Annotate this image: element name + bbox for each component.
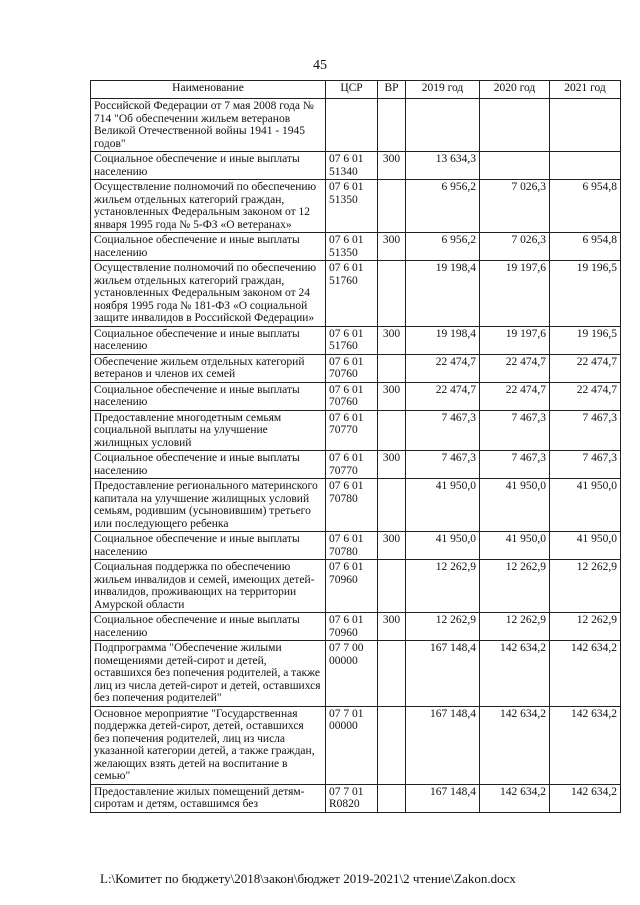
cell-vr: 300 bbox=[378, 233, 406, 261]
col-header-csr: ЦСР bbox=[326, 81, 378, 99]
cell-2019: 6 956,2 bbox=[406, 233, 480, 261]
cell-name: Обеспечение жильем отдельных категорий ветеранов и членов их семей bbox=[91, 354, 326, 382]
cell-csr: 07 6 01 70960 bbox=[326, 613, 378, 641]
cell-2019: 167 148,4 bbox=[406, 706, 480, 784]
table-row bbox=[91, 479, 621, 532]
cell-2019: 41 950,0 bbox=[406, 479, 480, 532]
cell-2021: 41 950,0 bbox=[550, 479, 621, 532]
cell-vr bbox=[378, 706, 406, 784]
cell-vr: 300 bbox=[378, 152, 406, 180]
cell-csr: 07 6 01 70760 bbox=[326, 354, 378, 382]
cell-csr: 07 6 01 70780 bbox=[326, 479, 378, 532]
table-row bbox=[91, 410, 621, 451]
cell-2019: 22 474,7 bbox=[406, 382, 480, 410]
cell-2020: 22 474,7 bbox=[480, 354, 550, 382]
cell-2020: 142 634,2 bbox=[480, 784, 550, 812]
table-row bbox=[91, 560, 621, 613]
cell-2021 bbox=[550, 152, 621, 180]
cell-name: Российской Федерации от 7 мая 2008 года № 714 "Об обеспечении жильем ветеранов Великой Отечественной войны 1941 - 1945 годов" bbox=[91, 99, 326, 152]
table-row bbox=[91, 261, 621, 327]
cell-name: Предоставление регионального материнского капитала на улучшение жилищных условий семьям, родившим (усыновившим) третьего или последующего ребенка bbox=[91, 479, 326, 532]
cell-csr: 07 7 00 00000 bbox=[326, 641, 378, 707]
cell-2020: 41 950,0 bbox=[480, 532, 550, 560]
cell-2020: 7 467,3 bbox=[480, 451, 550, 479]
table-row bbox=[91, 354, 621, 382]
cell-2021: 22 474,7 bbox=[550, 354, 621, 382]
col-header-vr: ВР bbox=[378, 81, 406, 99]
cell-2021: 6 954,8 bbox=[550, 233, 621, 261]
cell-2021 bbox=[550, 99, 621, 152]
cell-vr: 300 bbox=[378, 532, 406, 560]
cell-2020: 12 262,9 bbox=[480, 613, 550, 641]
cell-name: Социальное обеспечение и иные выплаты населению bbox=[91, 532, 326, 560]
cell-name: Социальное обеспечение и иные выплаты населению bbox=[91, 326, 326, 354]
cell-name: Подпрограмма "Обеспечение жилыми помещениями детей-сирот и детей, оставшихся без попечения родителей, а также лиц из числа детей-сирот и детей, оставшихся без попечения родителей" bbox=[91, 641, 326, 707]
cell-2019 bbox=[406, 99, 480, 152]
col-header-2020: 2020 год bbox=[480, 81, 550, 99]
cell-2020 bbox=[480, 99, 550, 152]
page-number: 45 bbox=[313, 58, 327, 73]
table-row bbox=[91, 382, 621, 410]
cell-csr: 07 6 01 70960 bbox=[326, 560, 378, 613]
cell-2019: 41 950,0 bbox=[406, 532, 480, 560]
cell-vr bbox=[378, 410, 406, 451]
cell-csr: 07 6 01 70760 bbox=[326, 382, 378, 410]
cell-2020: 19 197,6 bbox=[480, 326, 550, 354]
cell-vr bbox=[378, 641, 406, 707]
cell-2020: 12 262,9 bbox=[480, 560, 550, 613]
budget-table bbox=[90, 80, 621, 813]
cell-2021: 12 262,9 bbox=[550, 560, 621, 613]
cell-2020: 7 026,3 bbox=[480, 180, 550, 233]
cell-2019: 22 474,7 bbox=[406, 354, 480, 382]
cell-2019: 167 148,4 bbox=[406, 784, 480, 812]
cell-2021: 7 467,3 bbox=[550, 410, 621, 451]
cell-vr bbox=[378, 261, 406, 327]
table-row bbox=[91, 532, 621, 560]
cell-2021: 6 954,8 bbox=[550, 180, 621, 233]
table-row bbox=[91, 99, 621, 152]
table-row bbox=[91, 613, 621, 641]
cell-csr: 07 6 01 51760 bbox=[326, 261, 378, 327]
cell-2019: 167 148,4 bbox=[406, 641, 480, 707]
cell-name: Социальное обеспечение и иные выплаты населению bbox=[91, 152, 326, 180]
cell-2019: 7 467,3 bbox=[406, 451, 480, 479]
cell-2019: 12 262,9 bbox=[406, 613, 480, 641]
cell-vr bbox=[378, 99, 406, 152]
cell-csr: 07 6 01 51340 bbox=[326, 152, 378, 180]
cell-name: Социальное обеспечение и иные выплаты населению bbox=[91, 451, 326, 479]
cell-2021: 7 467,3 bbox=[550, 451, 621, 479]
cell-2019: 12 262,9 bbox=[406, 560, 480, 613]
cell-2021: 19 196,5 bbox=[550, 261, 621, 327]
cell-2019: 19 198,4 bbox=[406, 326, 480, 354]
cell-2020: 142 634,2 bbox=[480, 706, 550, 784]
file-path-footer: L:\Комитет по бюджету\2018\закон\бюджет 2019-2021\2 чтение\Zakon.docx bbox=[100, 871, 516, 886]
cell-csr: 07 6 01 51350 bbox=[326, 233, 378, 261]
cell-2020: 7 026,3 bbox=[480, 233, 550, 261]
cell-2020: 142 634,2 bbox=[480, 641, 550, 707]
cell-2020: 41 950,0 bbox=[480, 479, 550, 532]
cell-2021: 142 634,2 bbox=[550, 641, 621, 707]
table-row bbox=[91, 451, 621, 479]
cell-2020: 7 467,3 bbox=[480, 410, 550, 451]
cell-name: Осуществление полномочий по обеспечению жильем отдельных категорий граждан, установленных Федеральным законом от 24 ноября 1995 года № 181-ФЗ «О социальной защите инвалидов в Российской Федерации» bbox=[91, 261, 326, 327]
cell-csr: 07 7 01 00000 bbox=[326, 706, 378, 784]
cell-2021: 22 474,7 bbox=[550, 382, 621, 410]
cell-name: Социальное обеспечение и иные выплаты населению bbox=[91, 613, 326, 641]
cell-name: Предоставление жилых помещений детям-сиротам и детям, оставшимся без bbox=[91, 784, 326, 812]
cell-csr: 07 6 01 70770 bbox=[326, 451, 378, 479]
cell-csr: 07 6 01 70770 bbox=[326, 410, 378, 451]
table-row bbox=[91, 784, 621, 812]
cell-name: Осуществление полномочий по обеспечению жильем отдельных категорий граждан, установленных Федеральным законом от 12 января 1995 года № 5-ФЗ «О ветеранах» bbox=[91, 180, 326, 233]
cell-2020 bbox=[480, 152, 550, 180]
cell-vr bbox=[378, 354, 406, 382]
col-header-name: Наименование bbox=[91, 81, 326, 99]
cell-vr bbox=[378, 180, 406, 233]
table-row bbox=[91, 152, 621, 180]
cell-csr: 07 7 01 R0820 bbox=[326, 784, 378, 812]
cell-vr bbox=[378, 784, 406, 812]
table-row bbox=[91, 641, 621, 707]
cell-vr bbox=[378, 479, 406, 532]
cell-vr: 300 bbox=[378, 382, 406, 410]
cell-csr: 07 6 01 70780 bbox=[326, 532, 378, 560]
cell-csr: 07 6 01 51760 bbox=[326, 326, 378, 354]
table-row bbox=[91, 233, 621, 261]
col-header-2021: 2021 год bbox=[550, 81, 621, 99]
cell-vr: 300 bbox=[378, 451, 406, 479]
cell-csr: 07 6 01 51350 bbox=[326, 180, 378, 233]
cell-name: Предоставление многодетным семьям социальной выплаты на улучшение жилищных условий bbox=[91, 410, 326, 451]
table-row bbox=[91, 326, 621, 354]
table-row bbox=[91, 180, 621, 233]
cell-2020: 22 474,7 bbox=[480, 382, 550, 410]
table-body bbox=[91, 99, 621, 813]
cell-name: Социальная поддержка по обеспечению жильем инвалидов и семей, имеющих детей-инвалидов, проживающих на территории Амурской области bbox=[91, 560, 326, 613]
cell-vr bbox=[378, 560, 406, 613]
cell-vr: 300 bbox=[378, 326, 406, 354]
cell-2021: 19 196,5 bbox=[550, 326, 621, 354]
cell-name: Основное мероприятие "Государственная поддержка детей-сирот, детей, оставшихся без попечения родителей, лиц из числа указанной категории детей, а также граждан, желающих взять детей на воспитание в семью" bbox=[91, 706, 326, 784]
cell-name: Социальное обеспечение и иные выплаты населению bbox=[91, 233, 326, 261]
cell-2019: 19 198,4 bbox=[406, 261, 480, 327]
table-row bbox=[91, 706, 621, 784]
cell-2020: 19 197,6 bbox=[480, 261, 550, 327]
cell-vr: 300 bbox=[378, 613, 406, 641]
header-row bbox=[91, 81, 621, 99]
cell-2021: 142 634,2 bbox=[550, 784, 621, 812]
cell-csr bbox=[326, 99, 378, 152]
cell-name: Социальное обеспечение и иные выплаты населению bbox=[91, 382, 326, 410]
cell-2021: 142 634,2 bbox=[550, 706, 621, 784]
col-header-2019: 2019 год bbox=[406, 81, 480, 99]
cell-2019: 13 634,3 bbox=[406, 152, 480, 180]
cell-2019: 7 467,3 bbox=[406, 410, 480, 451]
cell-2019: 6 956,2 bbox=[406, 180, 480, 233]
cell-2021: 12 262,9 bbox=[550, 613, 621, 641]
cell-2021: 41 950,0 bbox=[550, 532, 621, 560]
